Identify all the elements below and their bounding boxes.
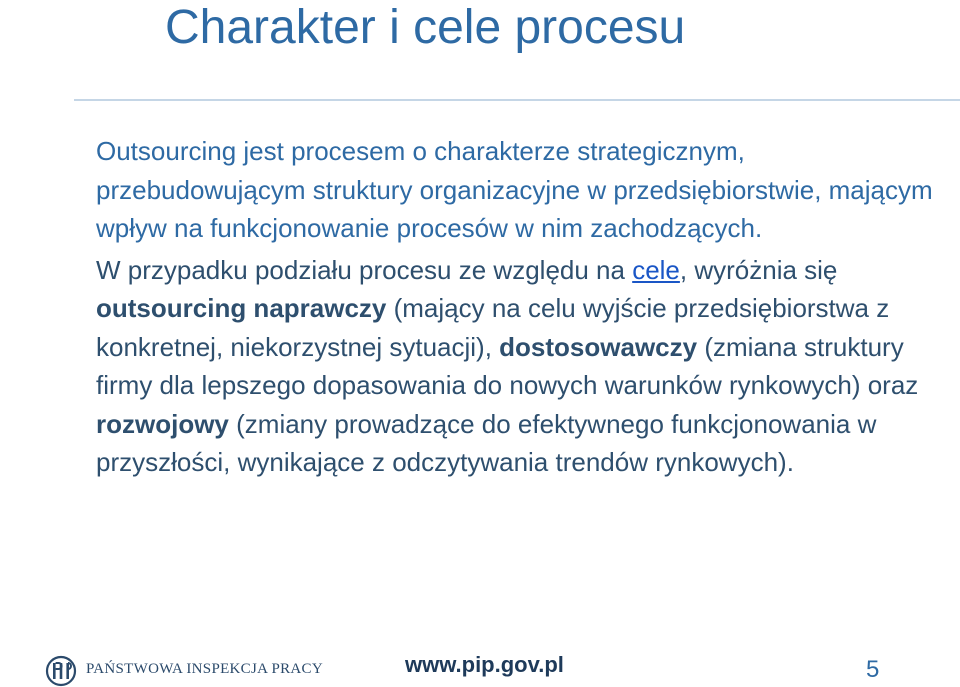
- title-divider: [74, 99, 960, 101]
- paragraph2-text-3: (mający na celu wyjście przedsiębiorstwa z konkretnej, niekorzystnej sytuacji),: [96, 293, 890, 362]
- term-outsourcing-naprawczy: outsourcing naprawczy: [96, 293, 387, 323]
- term-rozwojowy: rozwojowy: [96, 408, 229, 439]
- paragraph2-text-5: (zmiany prowadzące do efektywnego funkcjonowania w przyszłości, wynikające z odczytywania trendów rynkowych).: [96, 408, 877, 477]
- pip-logo-icon: [44, 655, 78, 687]
- paragraph-outsourcing-definition: Outsourcing jest procesem o charakterze strategicznym, przebudowującym struktury organizacyjne w przedsiębiorstwie, mającym wpływ na funkcjonowanie procesów w nim zachodzących.: [96, 136, 933, 243]
- paragraph2-text-2: , wyróżnia się: [679, 254, 838, 285]
- paragraph2-text-1: W przypadku podziału procesu ze względu na: [96, 254, 633, 285]
- slide-title: Charakter i cele procesu: [165, 1, 686, 54]
- organization-name: PAŃSTWOWA INSPEKCJA PRACY: [86, 661, 323, 677]
- slide-body: [96, 132, 946, 482]
- slide-number: 5: [866, 656, 880, 683]
- paragraph2-text-4: (zmiana struktury firmy dla lepszego dopasowania do nowych warunków rynkowych) oraz: [96, 331, 919, 400]
- term-dostosowawczy: dostosowawczy: [499, 331, 698, 362]
- paragraph-process-division: [96, 251, 946, 482]
- cele-link[interactable]: cele: [632, 254, 680, 285]
- website-link[interactable]: www.pip.gov.pl: [405, 652, 564, 677]
